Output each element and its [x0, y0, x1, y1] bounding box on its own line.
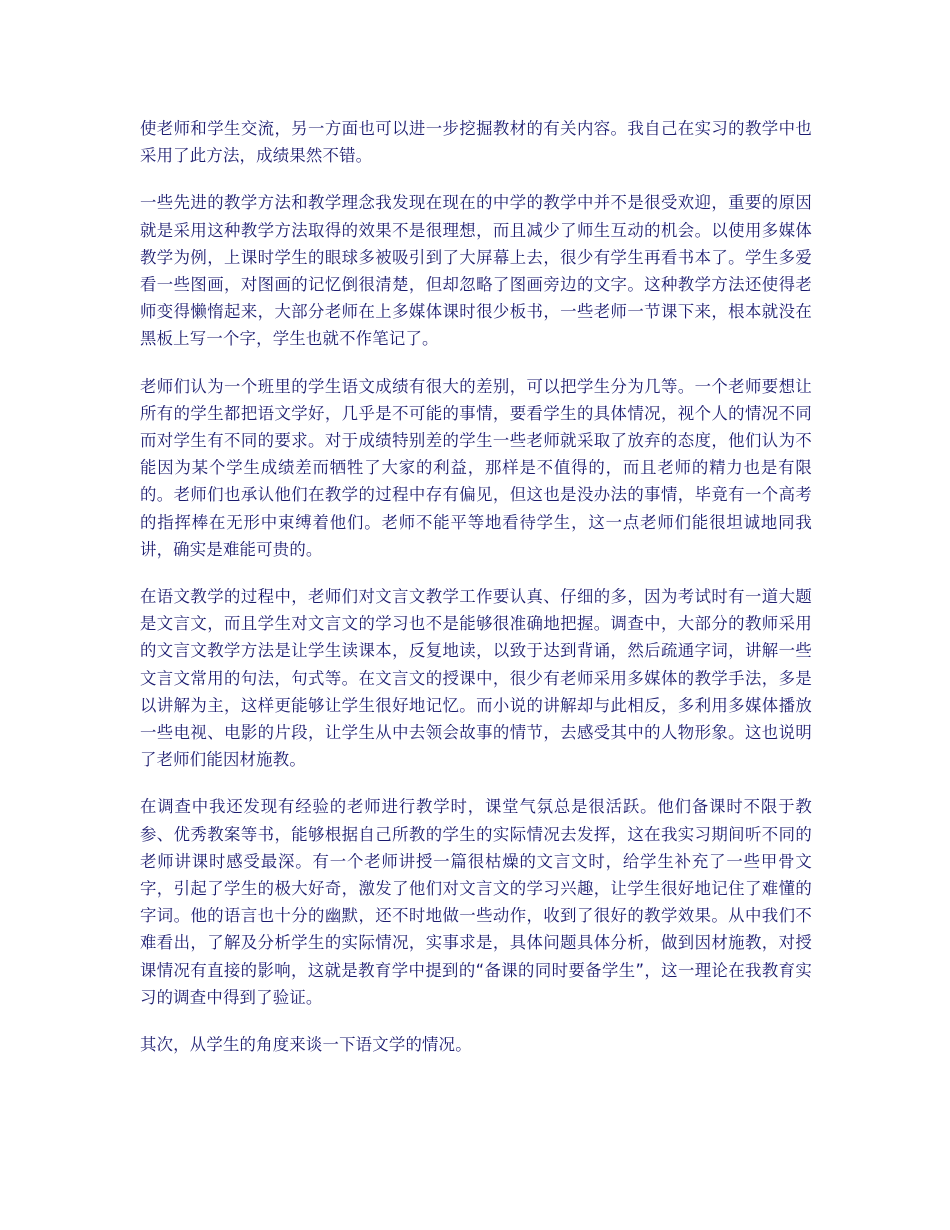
paragraph: 其次，从学生的角度来谈一下语文学的情况。 — [140, 1035, 472, 1055]
paragraph: 在调查中我还发现有经验的老师进行教学时，课堂气氛总是很活跃。他们备课时不限于教参、优秀教案等书，能够根据自己所教的学生的实际情况去发挥，这在我实习期间听不同的老师讲课时感受最深。有一个老师讲授一篇很枯燥的文言文时，给学生补充了一些甲骨文字，引起了学生的极大好奇，激发了他们对文言文的学习兴趣，让学生很好地记住了难懂的字词。他的语言也十分的幽默，还不时地做一些动作，收到了很好的教学效果。从中我们不难看出，了解及分析学生的实际情况，实事求是，具体问题具体分析，做到因材施教，对授课情况有直接的影响，这就是教育学中提到的“备课的同时要备学生”，这一理论在我教育实习的调查中得到了验证。 — [140, 797, 812, 1007]
paragraph: 在语文教学的过程中，老师们对文言文教学工作要认真、仔细的多，因为考试时有一道大题是文言文，而且学生对文言文的学习也不是能够很准确地把握。调查中，大部分的教师采用的文言文教学方法是让学生读课本，反复地读，以致于达到背诵，然后疏通字词，讲解一些文言文常用的句法，句式等。在文言文的授课中，很少有老师采用多媒体的教学手法，多是以讲解为主，这样更能够让学生很好地记忆。而小说的讲解却与此相反，多利用多媒体播放一些电视、电影的片段，让学生从中去领会故事的情节，去感受其中的人物形象。这也说明了老师们能因材施教。 — [140, 587, 812, 770]
document-body — [140, 115, 812, 1078]
paragraph: 使老师和学生交流，另一方面也可以进一步挖掘教材的有关内容。我自己在实习的教学中也采用了此方法，成绩果然不错。 — [140, 119, 812, 166]
paragraph: 一些先进的教学方法和教学理念我发现在现在的中学的教学中并不是很受欢迎，重要的原因就是采用这种教学方法取得的效果不是很理想，而且减少了师生互动的机会。以使用多媒体教学为例，上课时学生的眼球多被吸引到了大屏幕上去，很少有学生再看书本了。学生多爱看一些图画，对图画的记忆倒很清楚，但却忽略了图画旁边的文字。这种教学方法还使得老师变得懒惰起来，大部分老师在上多媒体课时很少板书，一些老师一节课下来，根本就没在黑板上写一个字，学生也就不作笔记了。 — [140, 193, 812, 349]
paragraph: 老师们认为一个班里的学生语文成绩有很大的差别，可以把学生分为几等。一个老师要想让所有的学生都把语文学好，几乎是不可能的事情，要看学生的具体情况，视个人的情况不同而对学生有不同的要求。对于成绩特别差的学生一些老师就采取了放弃的态度，他们认为不能因为某个学生成绩差而牺牲了大家的利益，那样是不值得的，而且老师的精力也是有限的。老师们也承认他们在教学的过程中存有偏见，但这也是没办法的事情，毕竟有一个高考的指挥棒在无形中束缚着他们。老师不能平等地看待学生，这一点老师们能很坦诚地同我讲，确实是难能可贵的。 — [140, 376, 812, 559]
